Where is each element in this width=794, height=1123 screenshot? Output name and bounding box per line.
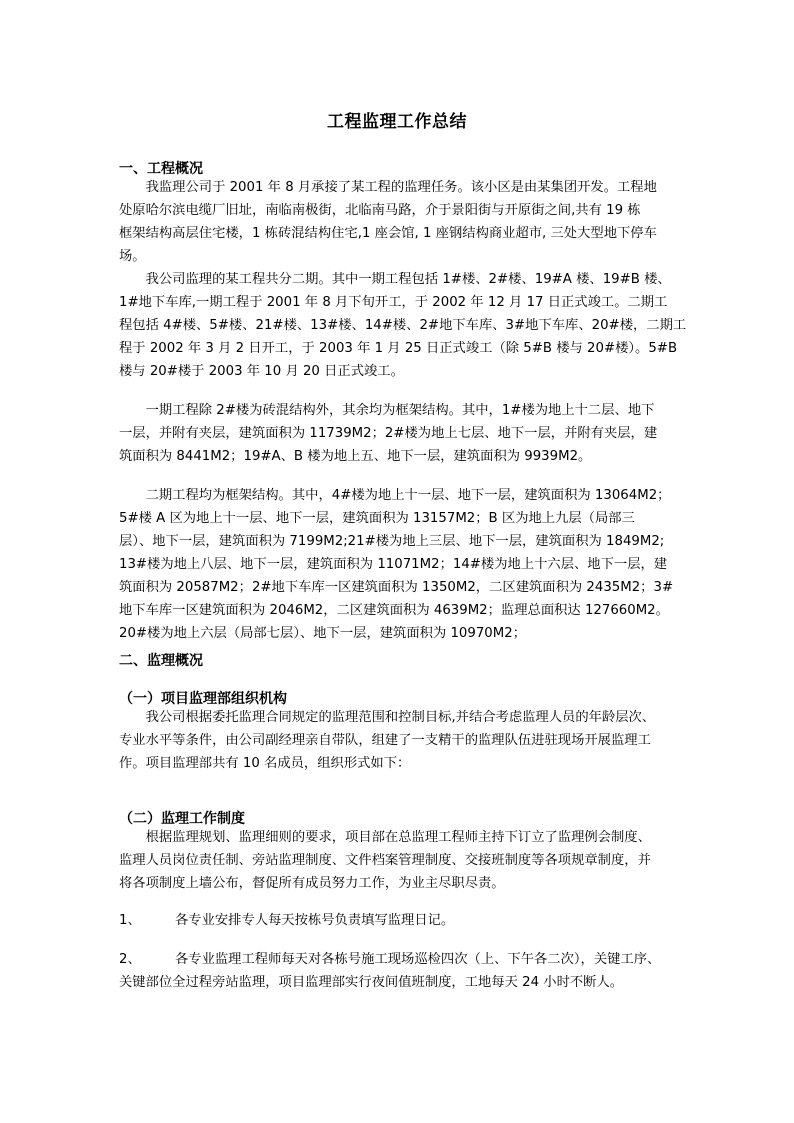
- text-line: 我公司根据委托监理合同规定的监理范围和控制目标,并结合考虑监理人员的年龄层次、: [119, 710, 656, 725]
- text-line: 一期工程除 2#楼为砖混结构外，其余均为框架结构。其中，1#楼为地上十二层、地下: [119, 403, 655, 418]
- list-item-number: 2、: [119, 952, 141, 967]
- text-line: 作。项目监理部共有 10 名成员，组织形式如下：: [119, 756, 411, 771]
- text-line: 5#楼 A 区为地上十一层、地下一层，建筑面积为 13157M2；B 区为地上九层（局部三: [119, 511, 635, 526]
- text-line: 我公司监理的某工程共分二期。其中一期工程包括 1#楼、2#楼、19#A 楼、19#B 楼、: [119, 272, 671, 287]
- paragraph-phases: [119, 268, 689, 383]
- text-line: 地下车库一区建筑面积为 2046M2，二区建筑面积为 4639M2；监理总面积达 127660M2。: [119, 603, 669, 618]
- section-heading-supervision-overview: 二、监理概况: [119, 653, 203, 669]
- text-line: 筑面积为 20587M2；2#地下车库一区建筑面积为 1350M2，二区建筑面积为 2435M2；3#: [119, 580, 674, 595]
- paragraph-phase-one-structure: [119, 399, 689, 468]
- text-line: 将各项制度上墙公布，督促所有成员努力工作，为业主尽职尽责。: [119, 876, 505, 891]
- text-line: 20#楼为地上六层（局部七层）、地下一层，建筑面积为 10970M2；: [119, 626, 526, 641]
- text-line: 二期工程均为框架结构。其中，4#楼为地上十一层、地下一层，建筑面积为 13064M2；: [119, 488, 671, 503]
- text-line: 1#地下车库,一期工程于 2001 年 8 月下旬开工，于 2002 年 12 月 17 日正式竣工。二期工: [119, 295, 668, 310]
- paragraph-work-system: [119, 826, 689, 895]
- paragraph-phase-two-structure: [119, 484, 689, 645]
- text-line: 层）、地下一层，建筑面积为 7199M2;21#楼为地上三层、地下一层，建筑面积为 1849M2;: [119, 534, 665, 549]
- list-item-continuation: 关键部位全过程旁站监理，项目监理部实行夜间值班制度，工地每天 24 小时不断人。: [119, 975, 624, 990]
- list-item-number: 1、: [119, 913, 141, 928]
- list-item-text: 各专业监理工程师每天对各栋号施工现场巡检四次（上、下午各二次），关键工序、: [175, 952, 661, 967]
- text-line: 筑面积为 8441M2；19#A、B 楼为地上五、地下一层，建筑面积为 9939M2。: [119, 449, 592, 464]
- document-title: 工程监理工作总结: [327, 112, 467, 132]
- text-line: 框架结构高层住宅楼，1 栋砖混结构住宅,1 座会馆, 1 座钢结构商业超市, 三处大型地下停车: [119, 226, 657, 241]
- paragraph-organization: [119, 706, 689, 775]
- section-heading-project-overview: 一、工程概况: [119, 161, 203, 177]
- text-line: 楼与 20#楼于 2003 年 10 月 20 日正式竣工。: [119, 364, 404, 379]
- text-line: 专业水平等条件，由公司副经理亲自带队，组建了一支精干的监理队伍进驻现场开展监理工: [119, 733, 651, 748]
- text-line: 我监理公司于 2001 年 8 月承接了某工程的监理任务。该小区是由某集团开发。工程地: [119, 180, 657, 195]
- text-line: 处原哈尔滨电缆厂旧址，南临南极街，北临南马路，介于景阳街与开原街之间,共有 19 栋: [119, 203, 641, 218]
- text-line: 根据监理规划、监理细则的要求，项目部在总监理工程师主持下订立了监理例会制度、: [119, 830, 651, 845]
- subsection-heading-organization: （一）项目监理部组织机构: [119, 691, 287, 707]
- text-line: 场。: [119, 249, 146, 264]
- paragraph-contract: [119, 176, 689, 268]
- text-line: 13#楼为地上八层、地下一层，建筑面积为 11071M2；14#楼为地上十六层、地下一层，建: [119, 557, 668, 572]
- list-item: [119, 909, 454, 932]
- text-line: 程于 2002 年 3 月 2 日开工，于 2003 年 1 月 25 日正式竣工（除 5#B 楼与 20#楼）。5#B: [119, 341, 678, 356]
- text-line: 监理人员岗位责任制、旁站监理制度、文件档案管理制度、交接班制度等各项规章制度，并: [119, 853, 651, 868]
- text-line: 一层，并附有夹层，建筑面积为 11739M2；2#楼为地上七层、地下一层，并附有夹层，建: [119, 426, 658, 441]
- subsection-heading-work-system: （二）监理工作制度: [119, 811, 245, 827]
- list-item-text: 各专业安排专人每天按栋号负责填写监理日记。: [175, 913, 455, 928]
- text-line: 程包括 4#楼、5#楼、21#楼、13#楼、14#楼、2#地下车库、3#地下车库、20#楼，二期工: [119, 318, 687, 333]
- list-item: [119, 948, 660, 971]
